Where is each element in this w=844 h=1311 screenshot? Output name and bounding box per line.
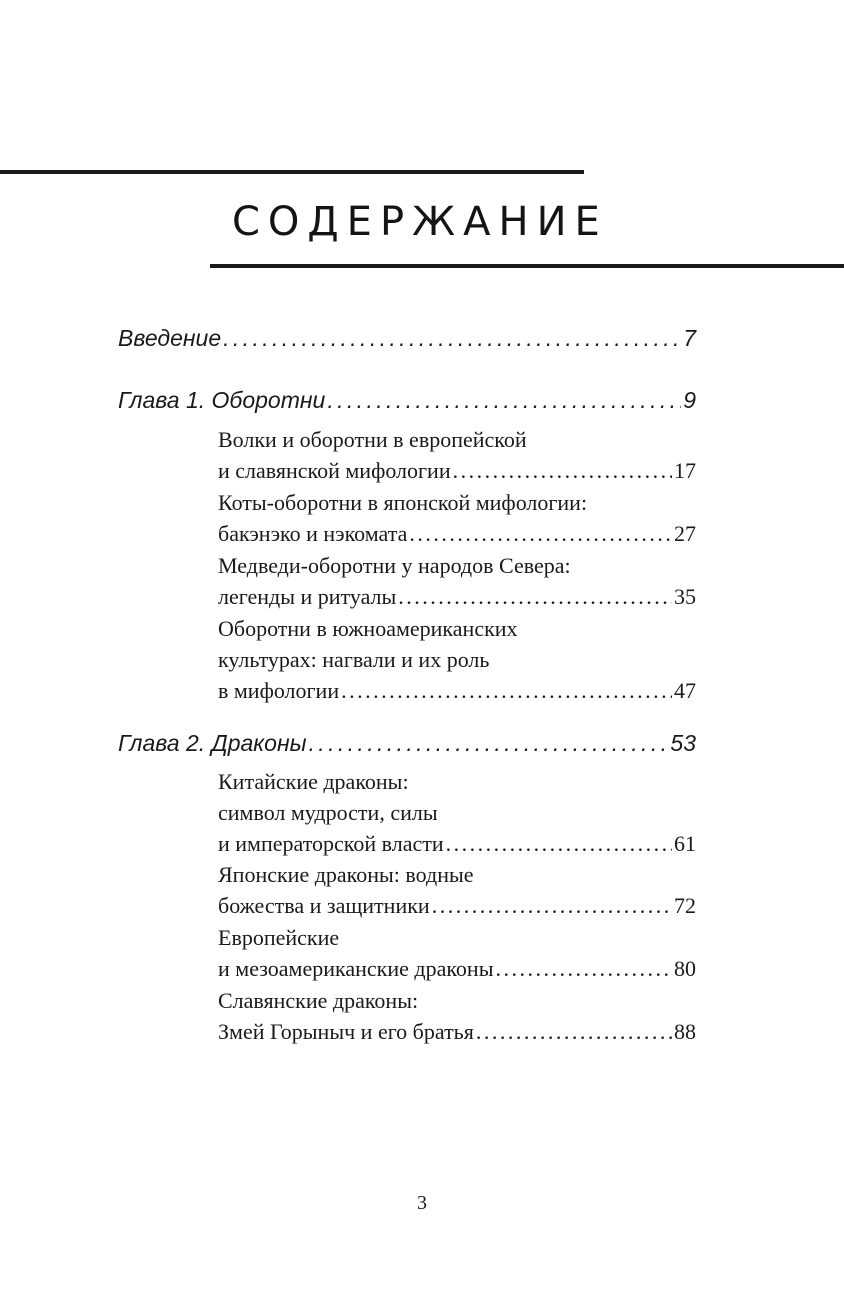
- toc-subentry-nagual[interactable]: [218, 613, 696, 706]
- toc-subentry-line: Волки и оборотни в европейской: [218, 427, 527, 452]
- dot-leader: [476, 1016, 672, 1047]
- toc-page-number: 80: [674, 956, 696, 981]
- toc-subentry-line: и мезоамериканские драконы: [218, 956, 494, 981]
- dot-leader: [432, 890, 672, 921]
- page-title: СОДЕРЖАНИЕ: [232, 199, 608, 245]
- toc-subentry-chinese-dragons[interactable]: [218, 766, 696, 859]
- toc-page-number: 35: [674, 584, 696, 609]
- toc-subentry-line: Японские драконы: водные: [218, 862, 474, 887]
- toc-entry-label: Глава 1. Оборотни: [118, 387, 326, 413]
- toc-page-number: 7: [683, 325, 696, 351]
- toc-page-number: 72: [674, 893, 696, 918]
- toc-subentry-line: Славянские драконы:: [218, 988, 419, 1013]
- dot-leader: [398, 581, 672, 612]
- toc-entry-chapter-1[interactable]: [118, 385, 696, 415]
- toc-page-number: 9: [683, 387, 696, 413]
- toc-subentry-line: Коты-оборотни в японской мифологии:: [218, 490, 588, 515]
- toc-page-number: 53: [670, 730, 696, 756]
- toc-subentry-bears[interactable]: [218, 550, 696, 612]
- page-number: 3: [417, 1192, 427, 1214]
- toc-subentry-line: Змей Горыныч и его братья: [218, 1019, 474, 1044]
- toc-subentry-line: легенды и ритуалы: [218, 584, 397, 609]
- toc-subentry-slavic-dragons[interactable]: [218, 985, 696, 1047]
- toc-subentry-line: Европейские: [218, 925, 340, 950]
- toc-entry-intro[interactable]: [118, 323, 696, 353]
- toc-page-number: 27: [674, 521, 696, 546]
- dot-leader: [309, 728, 669, 758]
- toc-entry-chapter-2[interactable]: [118, 728, 696, 758]
- toc-subentry-line: бакэнэко и нэкомата: [218, 521, 408, 546]
- dot-leader: [446, 828, 672, 859]
- dot-leader: [495, 953, 672, 984]
- toc-subentry-line: культурах: нагвали и их роль: [218, 647, 490, 672]
- dot-leader: [453, 455, 672, 486]
- toc-subentry-line: Оборотни в южноамериканских: [218, 616, 518, 641]
- dot-leader: [409, 518, 672, 549]
- toc-subentry-european-dragons[interactable]: [218, 922, 696, 984]
- toc-entry-label: Глава 2. Драконы: [118, 730, 307, 756]
- toc-page-number: 17: [674, 458, 696, 483]
- toc-subentry-line: символ мудрости, силы: [218, 800, 438, 825]
- toc-subentry-line: и славянской мифологии: [218, 458, 451, 483]
- toc-page-number: 47: [674, 678, 696, 703]
- toc-subentry-wolves[interactable]: [218, 424, 696, 486]
- dot-leader: [341, 675, 672, 706]
- toc-subentry-line: и императорской власти: [218, 831, 444, 856]
- toc-entry-label: Введение: [118, 325, 222, 351]
- toc-subentry-line: в мифологии: [218, 678, 340, 703]
- toc-subentry-line: Китайские драконы:: [218, 769, 409, 794]
- toc-subentry-line: божества и защитники: [218, 893, 430, 918]
- dot-leader: [327, 385, 681, 415]
- toc-subentry-japanese-dragons[interactable]: [218, 859, 696, 921]
- toc-subentry-line: Медведи-оборотни у народов Севера:: [218, 553, 571, 578]
- toc-page-number: 61: [674, 831, 696, 856]
- toc-subentry-cats[interactable]: [218, 487, 696, 549]
- dot-leader: [223, 323, 681, 353]
- toc-page-number: 88: [674, 1019, 696, 1044]
